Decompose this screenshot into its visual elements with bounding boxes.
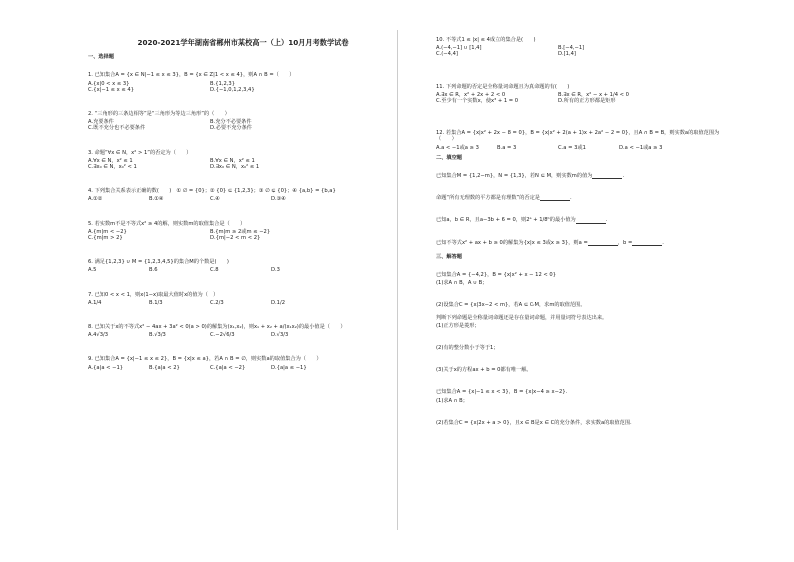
- fill-question-15: 已知a，b ∈ R，且a−3b + 6 = 0，则2ᵃ + 1/8ᵇ的最小值为 .: [436, 217, 608, 224]
- options: [436, 145, 736, 151]
- answer-blank-a[interactable]: [588, 240, 618, 246]
- options: [88, 119, 388, 131]
- solve-18-part1: (1)正方形是菱形；: [436, 322, 480, 329]
- option-c: C.a = 3或1: [558, 144, 586, 151]
- page-title: 2020-2021学年湖南省郴州市某校高一（上）10月月考数学试卷: [137, 38, 349, 47]
- option-b: B.①④: [149, 196, 164, 203]
- option-c: C.8: [210, 267, 219, 274]
- question-stem: 11. 下列命题的否定是全称量词命题且为真命题的有( ): [436, 83, 570, 90]
- solve-17-part2: (2)设集合C = {x|3x−2 < m}，若A ⊆ ∁ᵣM，求m的取值范围。: [436, 302, 586, 309]
- question-9: [88, 356, 388, 370]
- option-c: C.{x|−1 ≤ x ≤ 4}: [88, 86, 134, 93]
- option-c: C.(−4,4]: [436, 51, 458, 58]
- options: [88, 365, 388, 371]
- question-6: [88, 259, 388, 273]
- option-c: C.−2√6/3: [210, 332, 235, 339]
- option-a: A.4√3/3: [88, 332, 109, 339]
- answer-blank[interactable]: [592, 173, 622, 179]
- question-stem: 5. 若实数m不是不等式x² ≥ 4的解，则实数m的取值集合是（ ）: [88, 220, 246, 227]
- options: [88, 229, 388, 241]
- right-column: [436, 37, 736, 428]
- option-b: B.{a|a < 2}: [149, 364, 180, 371]
- options: [436, 92, 736, 104]
- question-12: [436, 130, 736, 151]
- option-c: C.至少有一个实数x，使x³ + 1 = 0: [436, 98, 519, 105]
- option-d: D.{m|−2 < m < 2}: [210, 235, 261, 242]
- option-d: D.a < −1或a ≥ 3: [619, 144, 663, 151]
- question-stem: 8. 已知关于x的不等式x² − 4ax + 3a² < 0(a > 0)的解集为(x₁,x₂)，则x₁ + x₂ + a/(x₁x₂)的最小值是（ ）: [88, 324, 346, 331]
- section-solve-heading: 三、解答题: [436, 253, 462, 260]
- option-c: C.∃x₀ ∈ N，x₀² < 1: [88, 164, 137, 171]
- question-7: [88, 292, 388, 306]
- option-d: D.必要不充分条件: [210, 125, 252, 132]
- option-b: B.∀x ∈ N，x² ≤ 1: [210, 157, 255, 164]
- option-b: B.1/3: [149, 299, 163, 306]
- question-3: [88, 150, 388, 171]
- column-divider: [397, 30, 398, 530]
- option-a: A.{x|0 < x ≤ 3}: [88, 80, 130, 87]
- option-a: A.∃x ∈ R，x² + 2x + 2 < 0: [436, 91, 506, 98]
- option-a: A.充要条件: [88, 119, 114, 126]
- options: [436, 45, 736, 57]
- section-choice-heading: 一、选择题: [88, 54, 114, 61]
- answer-blank-b[interactable]: [632, 240, 662, 246]
- question-stem: 12. 若集合A = {x|x² + 2x − 8 = 0}，B = {x|x² + 2(a + 1)x + 2a² − 2 = 0}，且A ∩ B = B，则实数a的取值范围为（ ）: [436, 130, 720, 143]
- option-c: C.{a|a < −2}: [210, 364, 246, 371]
- option-c: C.{m|m > 2}: [88, 235, 123, 242]
- question-11: [436, 84, 736, 105]
- solve-19-part1: (1)求A ∩ B；: [436, 397, 468, 404]
- answer-blank[interactable]: [576, 218, 606, 224]
- question-10: [436, 37, 736, 58]
- solve-18-part3: (3)关于x的方程ax + b = 0都有唯一解。: [436, 367, 532, 374]
- option-d: D.{−1,0,1,2,3,4}: [210, 86, 255, 93]
- question-5: [88, 221, 388, 242]
- fill-question-16: 已知不等式x² + ax + b ≥ 0的解集为{x|x ≤ 3或x ≥ 3}，则a = ，b = .: [436, 239, 664, 246]
- option-b: B.{m|m ≥ 2或m ≤ −2}: [210, 228, 271, 235]
- option-b: B.{1,2,3}: [210, 80, 236, 87]
- option-a: A.{a|a < −1}: [88, 364, 124, 371]
- question-stem: 10. 不等式1 ≤ |x| ≤ 4成立的集合是( ): [436, 37, 536, 43]
- options: [88, 158, 388, 170]
- question-2: [88, 111, 388, 132]
- option-b: B.充分不必要条件: [210, 119, 252, 126]
- option-c: C.④: [210, 196, 220, 203]
- left-column: [88, 40, 388, 371]
- solve-17-stem: 已知集合A = {−4,2}，B = {x|x² + x − 12 < 0}: [436, 272, 557, 279]
- answer-blank[interactable]: [540, 195, 570, 201]
- option-d: D.∃x₀ ∈ N，x₀² ≤ 1: [210, 164, 260, 171]
- option-d: D.{a|a ≤ −1}: [271, 364, 307, 371]
- solve-17-part1: (1)求A ∩ B，A ∪ B；: [436, 280, 488, 287]
- option-b: B.a = 3: [497, 144, 517, 151]
- option-a: A.①②: [88, 196, 103, 203]
- solve-19-stem: 已知集合A = {x|−1 ≤ x < 3}，B = {x|x−4 ≥ x−2}.: [436, 389, 568, 396]
- option-a: A.{m|m < −2}: [88, 228, 127, 235]
- question-stem: 3. 命题“∀x ∈ N，x² > 1”的否定为（ ）: [88, 149, 192, 156]
- option-a: A.1/4: [88, 299, 102, 306]
- question-stem: 6. 满足{1,2,3} ∪ M = {1,2,3,4,5}的集合M的个数是( ): [88, 259, 229, 266]
- option-a: A.a < −1或a ≥ 3: [436, 144, 479, 151]
- option-b: B.[−4,−1]: [558, 45, 585, 52]
- option-d: D.[1,4]: [558, 51, 576, 58]
- question-1: [88, 72, 388, 93]
- question-stem: 1. 已知集合A = {x ∈ N|−1 ≤ x ≤ 3}，B = {x ∈ Z|1 < x ≤ 4}，则A ∩ B =（ ）: [88, 72, 295, 79]
- fill-question-13: 已知集合M = {1,2−m}，N = {1,3}，若N ⊆ M，则实数m的值为 .: [436, 173, 625, 180]
- option-d: D.所有的正方形都是矩形: [558, 98, 616, 105]
- option-b: B.6: [149, 267, 158, 274]
- option-b: B.√3/3: [149, 332, 166, 339]
- option-a: A.(−4,−1] ∪ [1,4]: [436, 45, 482, 52]
- option-a: A.∀x ∈ N，x² ≤ 1: [88, 157, 133, 164]
- option-d: D.③④: [271, 196, 286, 203]
- options: [88, 81, 388, 93]
- question-4: [88, 188, 388, 202]
- fill-question-14: 命题“所有无理数的平方都是有理数”的否定是 .: [436, 195, 572, 202]
- option-a: A.5: [88, 267, 97, 274]
- option-b: B.∃x ∈ R，x² − x + 1/4 < 0: [558, 91, 629, 98]
- option-d: D.1/2: [271, 299, 285, 306]
- question-8: [88, 324, 388, 338]
- option-d: D.3: [271, 267, 280, 274]
- question-stem: 9. 已知集合A = {x|−1 ≤ x ≤ 2}，B = {x|x ≤ a}，若A ∩ B = ∅，则实数a的取值集合为（ ）: [88, 356, 322, 363]
- question-stem: 7. 已知0 < x < 1，则x(1−x)取最大值时x的值为（ ）: [88, 291, 219, 298]
- question-stem: 4. 下列集合关系表示正确的数( ) ① ∅ = {0}；② {0} ⊆ {1,2,3}；③ ∅ ⊊ {0}；④ {a,b} = {b,a}: [88, 188, 336, 195]
- option-c: C.2/3: [210, 299, 224, 306]
- solve-19-part2: (2)若集合C = {x|2x + a > 0}，且x ∈ B是x ∈ C的充分条件，求实数a的取值范围.: [436, 419, 632, 426]
- option-d: D.√3/3: [271, 332, 289, 339]
- option-c: C.既不充分也不必要条件: [88, 125, 146, 132]
- solve-18-stem: 判断下列命题是全称量词命题还是存在量词命题，并用量词符号表达出来。: [436, 314, 608, 321]
- solve-18-part2: (2)有的整分数小于等于1；: [436, 345, 499, 352]
- section-fill-heading: 二、填空题: [436, 154, 462, 161]
- question-stem: 2. “三角形的三条边相等”是“三角形为等边三角形”的（ ）: [88, 111, 230, 118]
